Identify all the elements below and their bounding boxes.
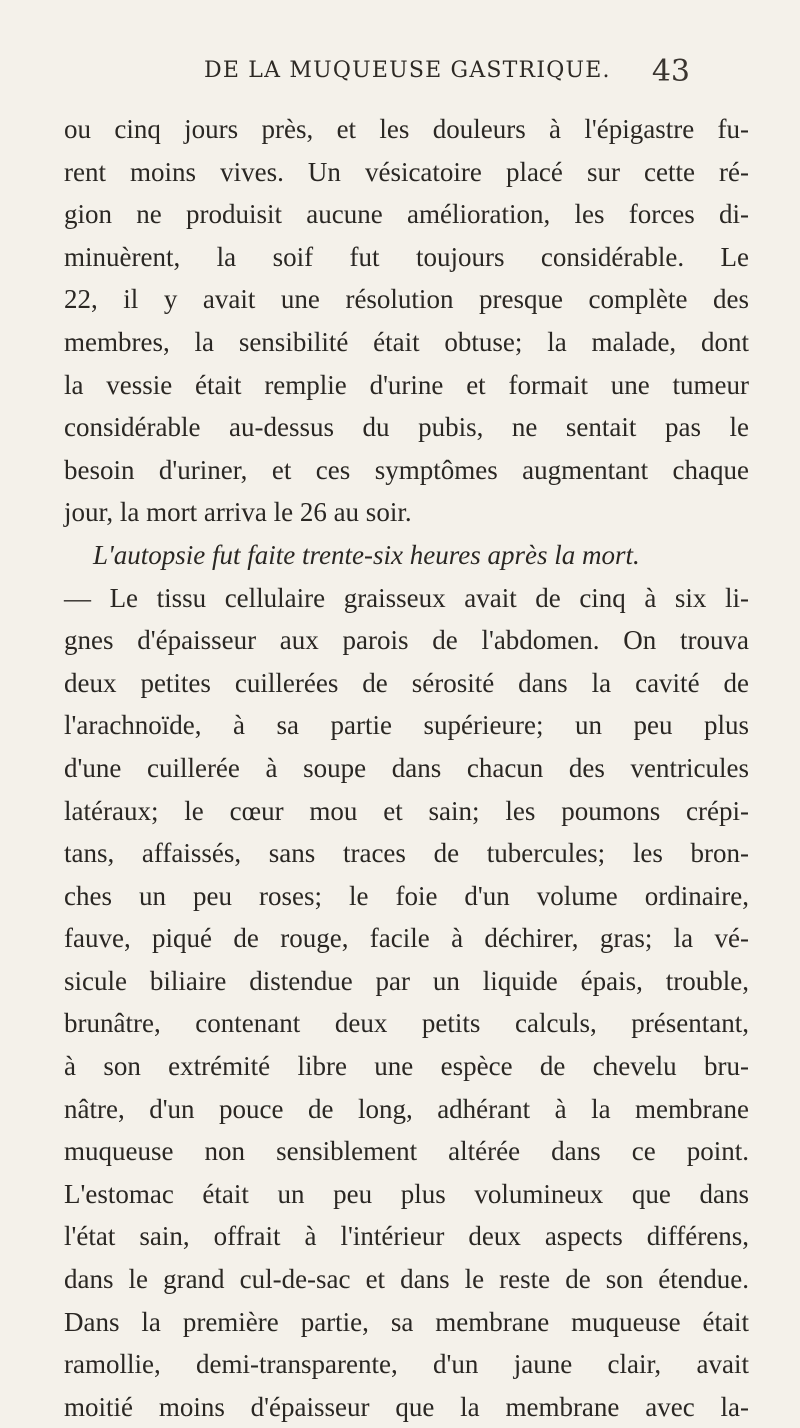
- text-line: à son extrémité libre une espèce de chevelu bru-: [64, 1051, 749, 1082]
- text-line: ches un peu roses; le foie d'un volume ordinaire,: [64, 880, 749, 911]
- text-line: ou cinq jours près, et les douleurs à l'épigastre fu-: [64, 114, 749, 144]
- running-title: DE LA MUQUEUSE GASTRIQUE.: [204, 58, 611, 83]
- text-line: rent moins vives. Un vésicatoire placé sur cette ré-: [64, 156, 749, 187]
- text-line: gnes d'épaisseur aux parois de l'abdomen. On trouva: [64, 625, 749, 656]
- text-line: latéraux; le cœur mou et sain; les poumons crépi-: [64, 795, 749, 826]
- text-line: besoin d'uriner, et ces symptômes augmentant chaque: [64, 454, 749, 485]
- text-line: deux petites cuillerées de sérosité dans la cavité de: [64, 667, 749, 698]
- text-line: nâtre, d'un pouce de long, adhérant à la membrane: [64, 1093, 749, 1124]
- text-line: ramollie, demi-transparente, d'un jaune clair, avait: [64, 1349, 749, 1380]
- text-line: membres, la sensibilité était obtuse; la malade, dont: [64, 326, 749, 357]
- text-line: moitié moins d'épaisseur que la membrane avec la-: [64, 1391, 749, 1422]
- text-line: 22, il y avait une résolution presque complète des: [64, 284, 749, 315]
- autopsy-heading: L'autopsie fut faite trente-six heures après la mort.: [93, 539, 640, 570]
- text-line: la vessie était remplie d'urine et formait une tumeur: [64, 369, 749, 400]
- text-line: l'arachnoïde, à sa partie supérieure; un peu plus: [64, 710, 749, 741]
- text-line: L'estomac était un peu plus volumineux que dans: [64, 1178, 749, 1209]
- text-line: jour, la mort arriva le 26 au soir.: [64, 497, 412, 528]
- text-line: gion ne produisit aucune amélioration, les forces di-: [64, 199, 749, 230]
- text-line: brunâtre, contenant deux petits calculs, présentant,: [64, 1008, 749, 1039]
- page-number: 43: [651, 54, 690, 89]
- text-line: minuèrent, la soif fut toujours considérable. Le: [64, 241, 749, 272]
- text-line: considérable au-dessus du pubis, ne sentait pas le: [64, 412, 749, 443]
- text-line: sicule biliaire distendue par un liquide épais, trouble,: [64, 965, 749, 996]
- text-line: fauve, piqué de rouge, facile à déchirer, gras; la vé-: [64, 923, 749, 954]
- text-line: Dans la première partie, sa membrane muqueuse était: [64, 1306, 749, 1337]
- text-line: muqueuse non sensiblement altérée dans ce point.: [64, 1136, 749, 1167]
- running-head: [120, 50, 740, 90]
- body-text: [64, 108, 749, 1428]
- text-line: — Le tissu cellulaire graisseux avait de cinq à six li-: [64, 582, 749, 613]
- text-line: dans le grand cul-de-sac et dans le reste de son étendue.: [64, 1264, 749, 1295]
- text-line: l'état sain, offrait à l'intérieur deux aspects différens,: [64, 1221, 749, 1252]
- text-line: tans, affaissés, sans traces de tubercules; les bron-: [64, 838, 749, 869]
- text-line: d'une cuillerée à soupe dans chacun des ventricules: [64, 752, 749, 783]
